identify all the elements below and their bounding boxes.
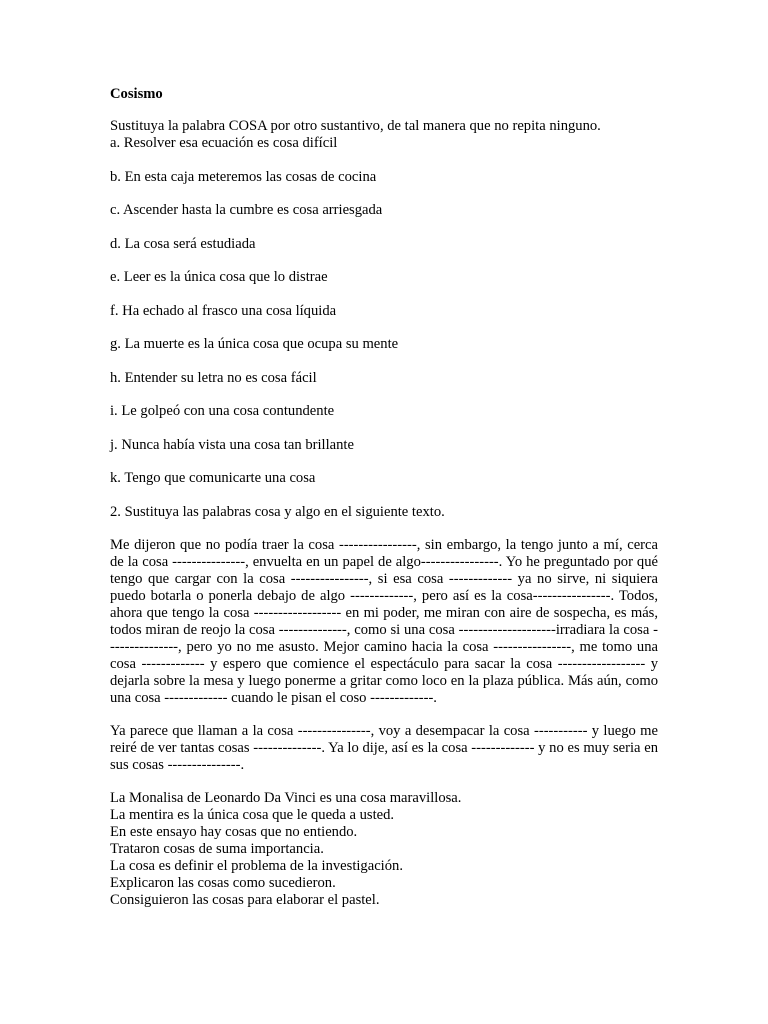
sentence-item: En este ensayo hay cosas que no entiendo. — [110, 823, 358, 840]
instruction-1: Sustituya la palabra COSA por otro sustantivo, de tal manera que no repita ninguno. — [110, 118, 601, 134]
sentence-list — [110, 790, 658, 909]
exercise-item-b: b. En esta caja meteremos las cosas de cocina — [110, 168, 377, 185]
document-title: Cosismo — [110, 86, 163, 102]
exercise-item-a: a. Resolver esa ecuación es cosa difícil — [110, 135, 338, 151]
fill-in-paragraph-2: Ya parece que llaman a la cosa ---------------, voy a desempacar la cosa ----------- y luego me reiré de ver tantas cosas --------------. Ya lo dije, así es la cosa ------------- y no es muy seria en sus cosas ---------------. — [110, 722, 658, 773]
exercise-item-j: j. Nunca había vista una cosa tan brillante — [110, 436, 354, 453]
exercise-item-d: d. La cosa será estudiada — [110, 235, 256, 252]
exercise-item-e: e. Leer es la única cosa que lo distrae — [110, 269, 328, 285]
fill-in-paragraph-1: Me dijeron que no podía traer la cosa ----------------, sin embargo, la tengo junto a mí, cerca de la cosa ---------------, envuelta en un papel de algo----------------. Yo he preguntado por qué tengo que cargar con la cosa ----------------, si esa cosa ------------- ya no sirve, ni siquiera puedo botarla o ponerla debajo de algo -------------, pero así es la cosa----------------. Todos, ahora que tengo la cosa ------------------ en mi poder, me miran con aire de sospecha, es más, todos miran de reojo la cosa --------------, como si una cosa --------------------irradiara la cosa ---------------, pero yo no me asusto. Mejor camino hacia la cosa ----------------, me tomo una cosa ------------- y espero que comience el espectáculo para sacar la cosa ------------------ y dejarla sobre la mesa y luego ponerme a gritar como loco en la plaza pública. Más aún, como una cosa ------------- cuando le pisan el coso -------------. — [110, 536, 658, 706]
sentence-item: Consiguieron las cosas para elaborar el pastel. — [110, 891, 380, 908]
instruction-2: 2. Sustituya las palabras cosa y algo en el siguiente texto. — [110, 503, 445, 520]
sentence-item: Explicaron las cosas como sucedieron. — [110, 874, 336, 891]
exercise-item-g: g. La muerte es la única cosa que ocupa su mente — [110, 336, 399, 352]
exercise-items — [110, 135, 658, 487]
sentence-item: La mentira es la única cosa que le queda a usted. — [110, 806, 395, 823]
sentence-item: Trataron cosas de suma importancia. — [110, 840, 324, 857]
document-page — [110, 84, 658, 909]
exercise-item-h: h. Entender su letra no es cosa fácil — [110, 369, 317, 386]
exercise-item-f: f. Ha echado al frasco una cosa líquida — [110, 302, 337, 319]
sentence-item: La cosa es definir el problema de la investigación. — [110, 857, 403, 874]
exercise-item-c: c. Ascender hasta la cumbre es cosa arriesgada — [110, 202, 383, 218]
exercise-item-i: i. Le golpeó con una cosa contundente — [110, 403, 335, 419]
sentence-item: La Monalisa de Leonardo Da Vinci es una cosa maravillosa. — [110, 789, 462, 806]
exercise-item-k: k. Tengo que comunicarte una cosa — [110, 470, 316, 486]
